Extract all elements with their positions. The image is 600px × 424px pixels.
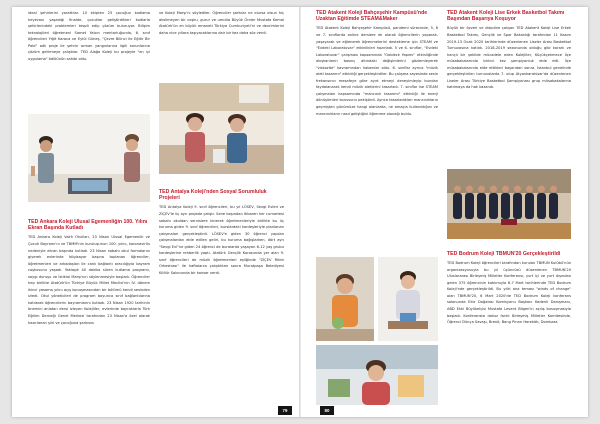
spine-gutter <box>299 7 301 417</box>
col3-photo-1 <box>316 257 374 341</box>
col4-article-1-heading: TED Atakent Koleji Lise Erkek Basketbol Takımı Başından Başarıya Koşuyor <box>447 10 565 23</box>
col4-team-photo <box>447 169 571 239</box>
col2-article-body: TED Antalya Koleji 9. sınıf öğrencileri, bu yıl LÖSEV, Sevgi Evleri ve ZİÇEV'le üç ayrı projede çalıştı. Sene başından itibaren her cumartesi sabahı okuldan servislere binerek öğretmenleriyle birlikte bu üç kuruma giden 9. sınıf öğrencileri, burslardaki kardeşleriyle planlanan çalışmaları gerçekleştirdi. LÖSEV'e giden 30 öğrenci yapılan çalışmalardan elde edilen geliri, bu kuruma bağışlarken, dört ayrı "Sevgi Evi"ne giden 24 öğrenci de buralarda yaşayan 6-12 yaş grubu kardeşlerine rehberlik yaptı. Atatürk Gençlik Korosunda yer alan 9. sınıf öğrencileri de müzik öğretmenleri eşliğinde "ZİÇEV Ritim Orkestrası" ile haftalarca çalıştıktan sonra Muratpaşa Belediyesi Kültür Salonunda bir konser verdi. <box>159 205 284 275</box>
col1-article-body: TED Ankara Koleji Vakfı Okulları, 23 Nisan Ulusal Egemenlik ve Çocuk Bayramı'nı ve TBMM'nin kuruluşunun 100. yılını, koronavirüs nedeniyle ekran başında kutladı. 23 Nisan sabahı okul formalarını giyerek evlerinde bilgisayar başına toplanan öğrenciler, öğretmenleri ve arkadaşları ile canlı bağlantı aracılığıyla bayram coşkusunu yaşadı. Yaklaşık 40 dakika süren kutlama programı, saygı duruşu ve İstiklal Marşı'nın söylenmesiyle başladı. Öğrenciler hep birlikte Atatürk'ün Türkiye Büyük Millet Meclisi'nin IV. dönem ikinci yasama yılını açış konuşmasından bir bölümü kendi sesinden izledi. Okul yöneticileri de program boyunca sınıf bağlantılarına katılarak öğrencilerin bayramlarını kutladı. 23 Nisan 1920 tarihinin önemini anlatan dersi izleyen Kolejliler, evlerinde bayraklarla Türk Eğitim Derneği Genel Merkezi tarafından 23 Nisan'a özel olarak hazırlanan şiiri ve çocuğuna şarkısını <box>28 235 150 325</box>
magazine-spread <box>12 7 588 417</box>
column-3 <box>316 7 438 417</box>
col1-intro-paragraph: ideal şehirlerini yarattılar. 10 ekipten 25 çocuğun kodlama heyecanı yaşadığı finalde, çocuklar geliştirdikleri kodlarla şehirlerindeki problemleri tespit edip çözüm buluruyor. Bilişim teknolojileri öğretmeni Samet Yalcın mentorluğunda, 6. sınıf öğrencileri Yiğit Karaca ve Eylül Güneş, "Çevre Bilinci ile Eğitir Bir Pabl" adlı proje ile şehrin orman yangınlarına ilgili sorunlarına çözüm getirmeye çalıştılar. TED Alağa Koleji bu projeyle "en iyi uygulama" ödülünün sahibi oldu. <box>28 11 150 61</box>
col3-photo-3 <box>316 345 438 405</box>
col3-article-heading: TED Atakent Koleji Bahçeşehir Kampüsü'nde Uzaktan Eğitimde STEAM&Maker <box>316 10 428 23</box>
col1-top-photo <box>28 114 150 202</box>
page-number-right: 80 <box>320 406 334 415</box>
col2-top-photo <box>159 83 284 174</box>
col1-article-heading: TED Ankara Koleji Ulusal Egemenliğin 100. Yılını Ekran Başında Kutladı <box>28 219 148 232</box>
column-4 <box>447 7 571 417</box>
col4-article-2-heading: TED Bodrum Koleji TBMUN'20 Gerçekleştirildi <box>447 251 561 257</box>
column-2 <box>159 7 284 417</box>
column-1 <box>28 7 150 417</box>
col2-article-heading: TED Antalya Koleji'nden Sosyal Sorumluluk Projeleri <box>159 189 267 202</box>
page-number-left: 79 <box>278 406 292 415</box>
col3-photo-2 <box>378 257 438 341</box>
col2-intro-paragraph: ve Koleji Marşı'nı söylediler. Öğrenciler şarkılar ne olursa olsun hiç aksilmeyen bir coşku, gurur ve umutla Büyük Önder Mustafa Kemal Atatürk'ün en büyük emaneti Türkiye Cumhuriyeti'ni ve devrimlerini daha nice yıllara taşıyacaklarına dair bir kez daha söz verdi. <box>159 11 284 35</box>
col4-article-1-body: Büyük bir özveri ve disipline çalışan TED Atakent Koleji Lise Erkek Basketbol Takımı, Gençlik ve Spor Bakanlığı tarafından 11 Kasım 2019-13 Ocak 2020 tarihlerinde düzenlenen Liseler Arası Basketbol Turnuvasına katıldı. 2018-2019 sezonunda olduğu gibi kararlı ve hançlı bir şekilde mücadele eden Kolejliler, Küçükçekmece İlçe müsabakalarında birinci kez şampiyonluk elde etti. İlçe müsabakalarında elde ettikleri başarıdan sonra, İstanbul genelinde gerçekleştirilen turnuvalarda 7. olup Atyonkarahisar'da düzenlenen Liseler Arası Türkiye Basketbol Şampiyonası grup müsabakalarına katılmaya da hak kazandı. <box>447 26 571 90</box>
col4-article-2-body: TED Bodrum Koleji öğrencileri tarafından kurulan TBMUN Kulübü'nün organizasyonuyla bu yıl üçüncüsü düzenlenen TBMUN'20 Uluslararası Birleşmiş Milletler Konferansı, yurt içi ve yurt dışından gelen 375 öğrencinin katılımıyla 6-7 Mart tarihlerinde TED Bodrum Koleji'nde gerçekleştirildi. Bu yılki ana teması "winds of change" olan TBMUN'20, 6 Mart 2020'de TED Bodrum Koleji konferans salonunda Ekiz Doğalası Komisyonu Başkanı Kedenli Danışmanı, ABD Ekki Büyükelçisi Mustafa Levent Bilgen'in açılış konuşmasıyla başladı. Konferansta dokuz farklı Birleşmiş Milletler Komitesinde, Öğrenci Dünya Savaşı, Brexit, Bang Pınarı Harekâtı, Dombass <box>447 261 571 325</box>
col3-article-body: TED Atakent Koleji Bahçeşehir Kampüsü, pandemi sürecinde, 5, 6 ve 7. sınıflarda online derslere ek olarak öğrencilerin yaparak-yaşayarak ve eğlenerek öğrenmelerini destekleme için STEAM ve "Evdeki Laboratuvar" etkinlikleri hazırladı. 5 ve 6. sınıflar, "Evdeki Laboratuvar" çalışması kapsamında "Oobleck Yapımı" etkinliğinde akışkanların basınç altındaki değişimlerini gözlemleyerek "viskozite" kavramından haberdar oldu. 6. sınıflar ayrıca "müzik aleti tasarımı" etkinliği gerçekleştirdiler. Bu çalışma sayesinde sesin frekansının mesafeye göre ayırt etmeyi deneyimleyip bundan faydalanarak kendi müzik aletlerini tasarladı. 7. sınıflar ise STEAM çalışmaları kapsamında "mancınık tasarımı" etkinliği ile enerji dönüşümleri konusunu pekiştirdi. Ayrıca tasarladıkları mancınıkların geçmişten günümüze hangi alanlarda, ne amaçla kullanıldığını ve mancınıkların nasıl geliştiğini öğrenme olanağı buldu. <box>316 26 438 116</box>
